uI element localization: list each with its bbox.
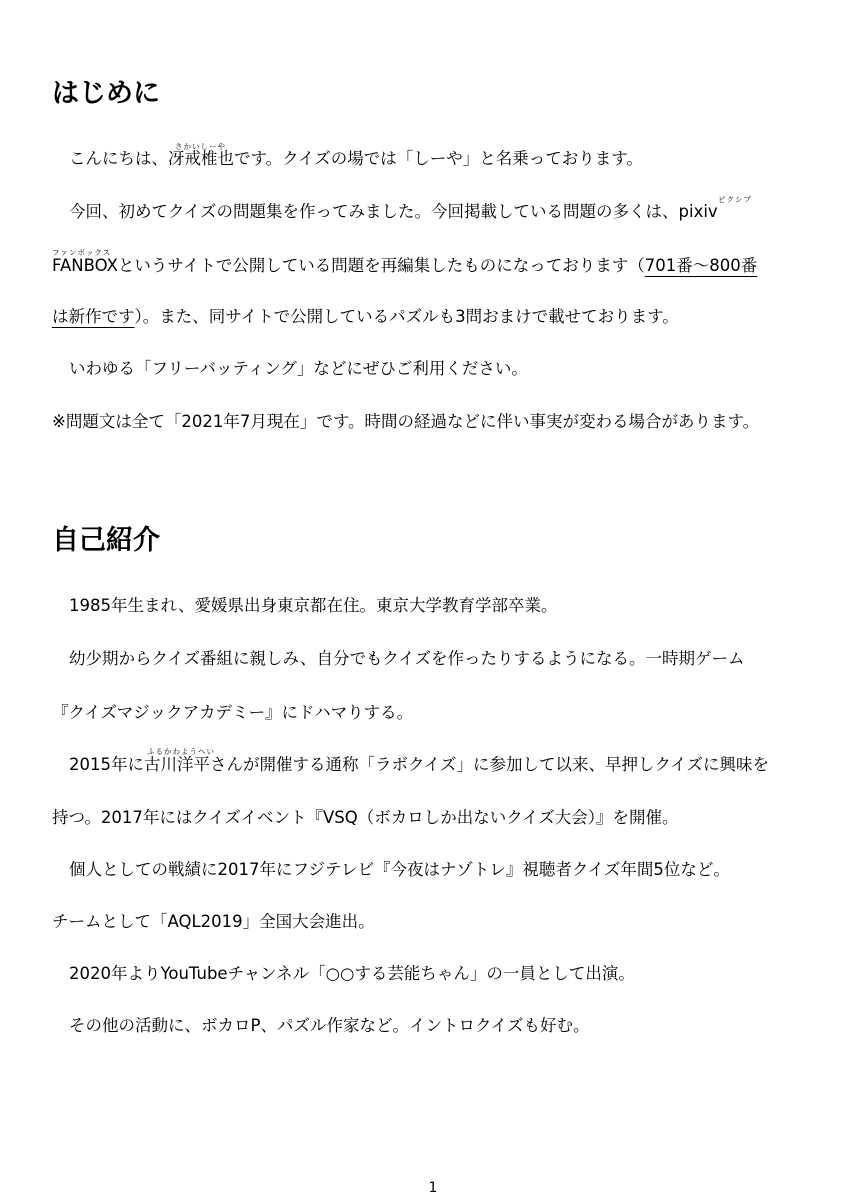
profile-l4-pre: 2015年に [69,755,144,774]
author-name: 冴戒椎也 [168,149,234,168]
fanbox-word: FANBOX [52,256,118,275]
profile-line-3: 『クイズマジックアカデミー』にドハマりする。 [52,703,414,722]
profile-line-2: 幼少期からクイズ番組に親しみ、自分でもクイズを作ったりするようになる。一時期ゲーム [69,649,745,668]
new-items-note-part-1: 701番～800番 [644,256,758,275]
profile-line-9: その他の活動に、ボカロP、パズル作家など。イントロクイズも好む。 [69,1016,590,1035]
intro-p2-text: 今回、初めてクイズの問題集を作ってみました。今回掲載している問題の多くは、 [69,202,679,221]
fanbox-ruby: ファンボックス [52,248,112,257]
intro-paragraph-2-line-1 [69,204,718,221]
profile-line-4 [69,757,769,774]
new-items-note-part-2: は新作です [52,307,135,326]
intro-p2-line2-text: というサイトで公開している問題を再編集したものになっております（ [117,256,645,275]
profile-line-8: 2020年よりYouTubeチャンネル「○○する芸能ちゃん」の一員として出演。 [69,964,635,983]
pixiv-word: pixiv [678,202,718,221]
profile-line-1: 1985年生まれ、愛媛県出身東京都在住。東京大学教育学部卒業。 [69,596,558,615]
furukawa-ruby: ふるかわようへい [147,747,215,756]
intro-paragraph-3: いわゆる「フリーバッティング」などにぜひご利用ください。 [69,359,528,378]
intro-heading: はじめに [52,78,160,109]
intro-p1-pre: こんにちは、 [69,149,168,168]
profile-line-5: 持つ。2017年にはクイズイベント『VSQ（ボカロしか出ないクイズ大会）』を開催。 [52,808,679,827]
intro-paragraph-2-line-2 [52,258,757,275]
name-ruby: さかいしーや [175,142,226,151]
profile-l4-post: さんが開催する通称「ラボクイズ」に参加して以来、早押しクイズに興味を [210,755,770,774]
intro-paragraph-2-line-3 [52,309,679,326]
intro-p1-post: です。クイズの場では「しーや」と名乗っております。 [234,149,643,168]
furukawa-name: 古川洋平 [144,755,210,774]
pixiv-ruby: ピクシブ [718,195,752,204]
intro-p2-line3-text: ）。また、同サイトで公開しているパズルも3問おまけで載せております。 [134,307,679,326]
page-number: 1 [428,1180,438,1196]
intro-note: ※問題文は全て「2021年7月現在」です。時間の経過などに伴い事実が変わる場合があります。 [52,412,760,431]
profile-line-7: チームとして「AQL2019」全国大会進出。 [52,912,375,931]
profile-line-6: 個人としての戦績に2017年にフジテレビ『今夜はナゾトレ』視聴者クイズ年間5位など。 [69,860,730,879]
profile-heading: 自己紹介 [52,525,160,556]
intro-paragraph-1 [69,151,643,168]
